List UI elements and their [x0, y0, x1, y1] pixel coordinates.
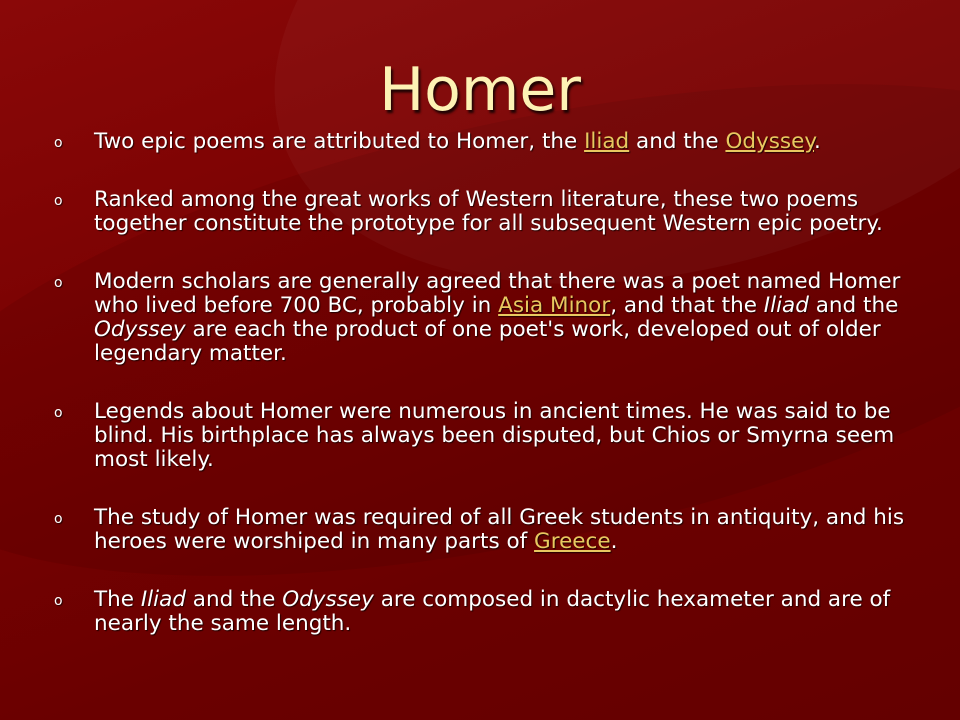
bullet-text: and the: [629, 129, 726, 154]
bullet-item-ranked: [52, 188, 912, 236]
link-greece[interactable]: Greece: [534, 529, 611, 554]
link-odyssey[interactable]: Odyssey: [725, 129, 815, 154]
bullet-text: .: [610, 529, 618, 554]
bullet-item-meter: [52, 588, 912, 636]
italic-odyssey: Odyssey: [282, 587, 374, 612]
italic-iliad: Iliad: [140, 587, 186, 612]
bullet-item-attribution: [52, 130, 912, 154]
bullet-text: The: [94, 587, 141, 612]
bullet-item-scholars: [52, 270, 912, 366]
slide-title: Homer: [379, 55, 581, 125]
bullet-text: Two epic poems are attributed to Homer, the: [94, 129, 585, 154]
link-iliad[interactable]: Iliad: [584, 129, 630, 154]
bullet-item-study: [52, 506, 912, 554]
bullet-text: are composed in dactylic hexameter and are of nearly the same length.: [94, 587, 891, 636]
bullet-text: Ranked among the great works of Western literature, these two poems together constitute the prototype for all subsequent Western epic poetry.: [94, 187, 883, 236]
bullet-text: Modern scholars are generally agreed that there was a poet named Homer who lived before 700 BC, probably in: [94, 269, 901, 318]
bullet-marker: o: [54, 193, 63, 209]
bullet-text: and the: [185, 587, 283, 612]
bullet-marker: o: [54, 135, 63, 151]
bullet-text: .: [814, 129, 821, 154]
italic-odyssey: Odyssey: [94, 317, 186, 342]
bullet-text: and the: [808, 293, 899, 318]
bullet-marker: o: [54, 275, 63, 291]
italic-iliad: Iliad: [763, 293, 809, 318]
link-asia-minor[interactable]: Asia Minor: [498, 293, 611, 318]
bullet-list: [52, 130, 912, 670]
bullet-text: The study of Homer was required of all Greek students in antiquity, and his heroes were worshiped in many parts of: [94, 505, 905, 554]
bullet-item-legends: [52, 400, 912, 472]
bullet-marker: o: [54, 593, 63, 609]
bullet-text: , and that the: [610, 293, 764, 318]
bullet-marker: o: [54, 405, 63, 421]
bullet-text: are each the product of one poet's work, developed out of older legendary matter.: [94, 317, 881, 366]
bullet-marker: o: [54, 511, 63, 527]
bullet-text: Legends about Homer were numerous in ancient times. He was said to be blind. His birthplace has always been disputed, but Chios or Smyrna seem most likely.: [94, 399, 895, 472]
